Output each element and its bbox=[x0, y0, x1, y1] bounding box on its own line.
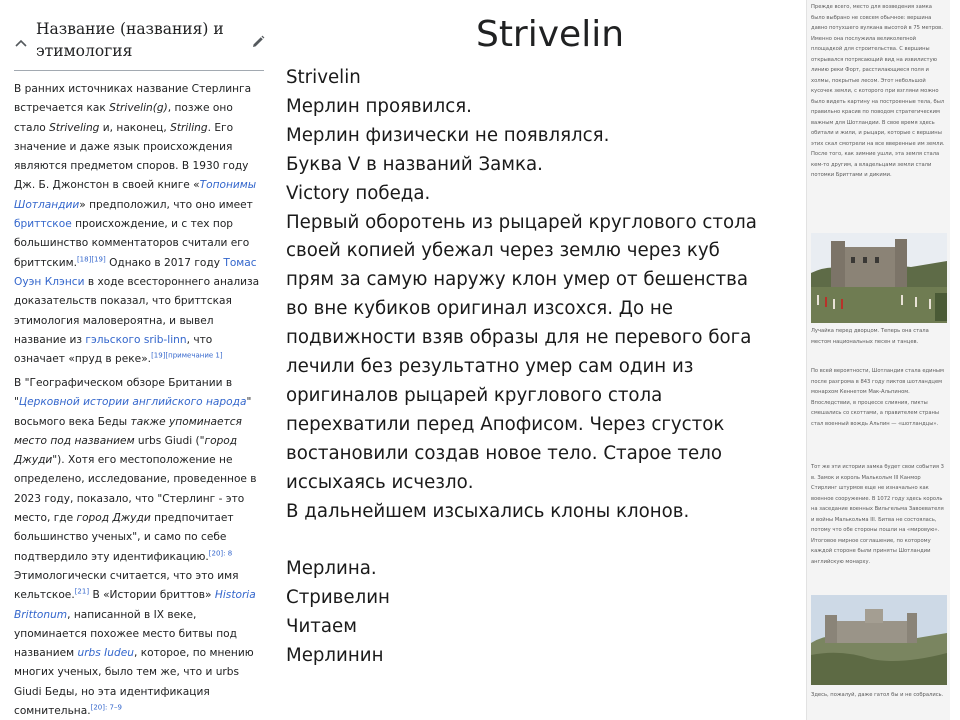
slide-line: Мерлин физически не появлялся. bbox=[286, 124, 610, 146]
slide-line: Первый оборотень из рыцарей круглового стола bbox=[286, 211, 757, 233]
link-historia-brittonum[interactable]: Historia Brittonum bbox=[14, 589, 256, 621]
slide-line: прям за самую наружу клон умер от бешенства bbox=[286, 269, 748, 291]
reference-link[interactable]: [20]: 7–9 bbox=[90, 703, 122, 712]
link-gaelic[interactable]: гэльского srib-linn bbox=[85, 333, 187, 346]
slide-line: Мерлин проявился. bbox=[286, 95, 472, 117]
article-text-2: По всей вероятности, Шотландия стала единым после разгрома в 843 году пиктов шотландцем монархом Кеннетом Мак-Альпином. Впоследствии, в процессе слияния, пикты смешались со скоттами, а правителем страны стал военный вождь Альпин — «шотландцы». bbox=[811, 368, 944, 427]
pencil-icon[interactable] bbox=[250, 34, 266, 50]
article-text-1: Прежде всего, место для возведения замка было выбрано не совсем обычное: вершина давно потухшего вулкана высотой в 75 метров. Именно она послужила великолепной площадкой для строительства. С вершины открывался потрясающий вид на извилистую линию реки Форт, расстилающиеся поля и холмы, покрытые лесом. Этот небольшой кусочек земли, с которого при взгляни можно было видеть картину на пострoенные тела, был правильно красив по поводом стратегическим важным для Шотландии. В свое время здесь обитали и жили, и рыцари, которые с вершины этих скал смотрели на все вверенные им земли. После того, как зимние ушли, эта земля стала кем-то другим, а владельцами земли стали потомки Бриттами и дикими. bbox=[811, 4, 945, 178]
castle-on-cliff-photo bbox=[811, 595, 947, 685]
slide-body bbox=[286, 64, 796, 671]
section-heading: Название (названия) и этимология bbox=[36, 20, 224, 60]
slide-line: востановили создав новое тело. Старое тело bbox=[286, 442, 722, 464]
reference-link[interactable]: [21] bbox=[74, 587, 90, 596]
slide-line: во вне кубиков оригинал изсохся. До не bbox=[286, 298, 673, 320]
slide-line: Strivelin bbox=[286, 67, 361, 88]
slide-line: Мерлина. bbox=[286, 558, 377, 580]
castle-photo bbox=[811, 233, 947, 323]
slide-line: В дальнейшем изсыхались клоны клонов. bbox=[286, 500, 690, 522]
castle-article-column bbox=[806, 0, 950, 720]
article-text-3: Тот же эти истории замка будет свои события 3 в. Замок и король Малькольм III Канмор Стирлинг штурмов еще не изначально как военное сооружение. В 1072 году здесь король на заседание военных Вильгельма Завоевателя и войны Малькольма III. Битва не состоялась, потому что обе стороны пошли на «мировую». Итоговое мирное соглашение, по которому каждой стороне были приняты Шотландии английскую монарху. bbox=[811, 464, 944, 565]
wikipedia-excerpt bbox=[0, 0, 273, 720]
etymology-paragraph-1: В ранних источниках название Стерлинга встречается как Strivelin(g), позже оно стало Striveling и, наконец, Striling. Его значение и даже язык происхождения являются предметом споров. В 1930 году Дж. Б. Джонстон в своей книге «Топонимы Шотландии» предположил, что оно имеет бриттское происхождение, и с тех пор большинство комментаторов считали его бриттским.[18][19] Однако в 2017 году Томас Оуэн Клэнси в ходе всестороннего анализа доказательств показал, что бриттская этимология маловероятна, и вывел название из гэльского srib-linn, что означает «пруд в реке».[19][примечание 1] bbox=[14, 83, 260, 366]
photo-caption-1: Лучайка перед дворцом. Теперь она стала местом национальных песен и танцев. bbox=[811, 328, 929, 345]
link-urbs-iudeu[interactable]: urbs Iudeu bbox=[77, 647, 134, 660]
etymology-paragraph-2: В "Географическом обзоре Британии в "Церковной истории английского народа" восьмого века Беды также упоминается место под названием urbs Giudi ("город Джуди"). Хотя его местоположение не определено, исследование, проведенное в 2023 году, показало, что "Стерлинг - это место, где город Джуди предпочитает большинство ученых", и само по себе подтвердило эту идентификацию.$^{[20]: 8}$ Этимологически считается, что это имя кельтское.[21] В «Истории бриттов» Historia Brittonum, написанной в IX веке, упоминается похожее место битвы под названием urbs Iudeu, которое, по мнению многих ученых, было тем же, что и urbs Giudi Беды, но эта идентификация сомнительна.$^{[20]: 7-9}$ bbox=[14, 377, 257, 718]
slide-line: Стривелин bbox=[286, 587, 390, 609]
slide-line: Читаем bbox=[286, 616, 357, 638]
slide-line: Victory победа. bbox=[286, 182, 431, 204]
link-brittonic[interactable]: бриттское bbox=[14, 218, 72, 231]
blank-line bbox=[286, 527, 796, 556]
slide-line: Мерлинин bbox=[286, 645, 384, 667]
slide-title: Strivelin bbox=[475, 14, 625, 55]
heading-divider bbox=[14, 70, 264, 71]
link-ecclesiastical-history[interactable]: Церковной истории английского народа bbox=[18, 396, 247, 409]
slide-line: иссыхаясь исчезло. bbox=[286, 471, 474, 493]
link-toponyms-of-scotland[interactable]: Топонимы Шотландии bbox=[14, 179, 257, 211]
reference-link[interactable]: [20]: 8 bbox=[208, 549, 233, 558]
photo-caption-2: Здесь, пожалуй, даже гатол бы и не собрались. bbox=[811, 692, 944, 698]
reference-link[interactable]: [18][19] bbox=[76, 255, 106, 264]
slide-line: Буква V в названий Замка. bbox=[286, 153, 543, 175]
slide-line: подвижности взяв образы для не перевого бога bbox=[286, 327, 752, 349]
slide-line: перехватили перед Апофисом. Через сгусток bbox=[286, 413, 725, 435]
slide-line: своей копией убежал через землю через куб bbox=[286, 240, 720, 262]
link-thomas-clancy[interactable]: Томас Оуэн Клэнси bbox=[14, 256, 257, 288]
slide-line: лечили без результатно умер сам один из bbox=[286, 356, 694, 378]
slide-line: оригиналов рыцарей круглового стола bbox=[286, 384, 663, 406]
reference-link[interactable]: [19][примечание 1] bbox=[151, 351, 223, 360]
